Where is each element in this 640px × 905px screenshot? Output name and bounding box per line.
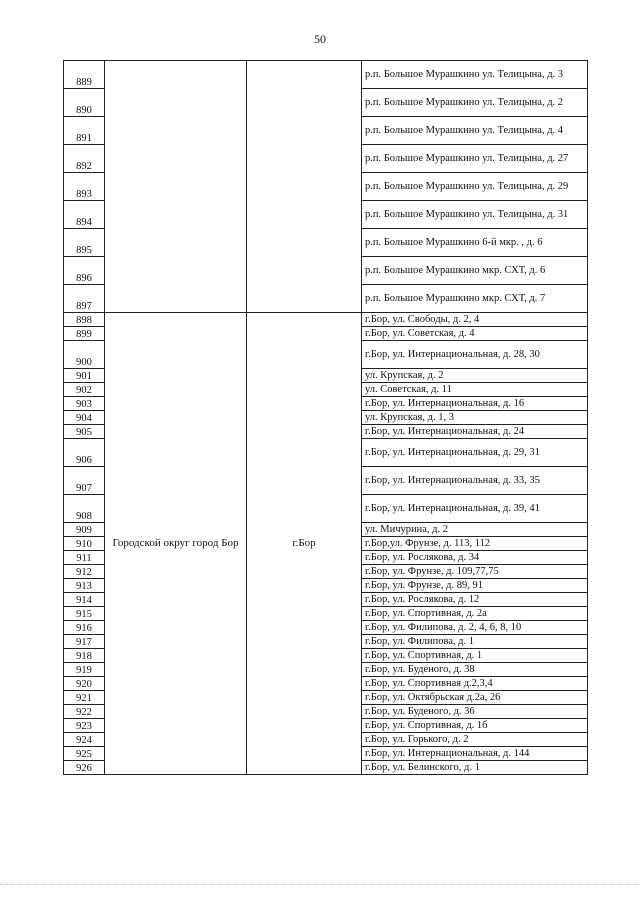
row-number: 922 [64,705,105,719]
address-cell: г.Бор, ул. Филипова, д. 1 [362,635,588,649]
table-row [64,313,588,327]
address-cell: ул. Мичурина, д. 2 [362,523,588,537]
address-cell: г.Бор, ул. Свободы, д. 2, 4 [362,313,588,327]
address-cell: г.Бор, ул. Интернациональная, д. 24 [362,425,588,439]
row-number: 917 [64,635,105,649]
row-number: 900 [64,341,105,369]
row-number: 909 [64,523,105,537]
row-number: 893 [64,173,105,201]
row-number: 891 [64,117,105,145]
address-cell: г.Бор,ул. Фрунзе, д. 113, 112 [362,537,588,551]
row-number: 916 [64,621,105,635]
address-cell: р.п. Большое Мурашкино ул. Телицына, д. 3 [362,61,588,89]
address-cell: ул. Крупская, д. 1, 3 [362,411,588,425]
table-row [64,61,588,89]
address-cell: г.Бор, ул. Филипова, д. 2, 4, 6, 8, 10 [362,621,588,635]
row-number: 906 [64,439,105,467]
address-cell: ул. Крупская, д. 2 [362,369,588,383]
row-number: 896 [64,257,105,285]
address-cell: р.п. Большое Мурашкино ул. Телицына, д. 27 [362,145,588,173]
row-number: 897 [64,285,105,313]
address-cell: г.Бор, ул. Буденого, д. 38 [362,663,588,677]
address-cell: р.п. Большое Мурашкино ул. Телицына, д. 2 [362,89,588,117]
row-number: 892 [64,145,105,173]
row-number: 898 [64,313,105,327]
address-cell: р.п. Большое Мурашкино ул. Телицына, д. 31 [362,201,588,229]
row-number: 926 [64,761,105,775]
address-cell: р.п. Большое Мурашкино ул. Телицына, д. 29 [362,173,588,201]
row-number: 902 [64,383,105,397]
row-number: 923 [64,719,105,733]
row-number: 911 [64,551,105,565]
address-cell: г.Бор, ул. Интернациональная, д. 28, 30 [362,341,588,369]
row-number: 901 [64,369,105,383]
address-cell: г.Бор, ул. Советская, д. 4 [362,327,588,341]
address-table-body [64,61,588,775]
row-number: 920 [64,677,105,691]
address-cell: ул. Советская, д. 11 [362,383,588,397]
row-number: 904 [64,411,105,425]
address-cell: р.п. Большое Мурашкино 6-й мкр. , д. 6 [362,229,588,257]
address-cell: г.Бор, ул. Спортивная, д. 1 [362,649,588,663]
settlement-name: г.Бор [247,313,362,775]
address-cell: г.Бор, ул. Фрунзе, д. 89, 91 [362,579,588,593]
row-number: 907 [64,467,105,495]
address-cell: г.Бор, ул. Фрунзе, д. 109,77,75 [362,565,588,579]
row-number: 903 [64,397,105,411]
municipality-cell-empty [105,61,247,313]
row-number: 894 [64,201,105,229]
address-cell: р.п. Большое Мурашкино мкр. СХТ, д. 7 [362,285,588,313]
row-number: 899 [64,327,105,341]
row-number: 889 [64,61,105,89]
address-cell: р.п. Большое Мурашкино ул. Телицына, д. 4 [362,117,588,145]
address-cell: г.Бор, ул. Интернациональная, д. 144 [362,747,588,761]
address-cell: г.Бор, ул. Спортивная, д. 1б [362,719,588,733]
address-table [63,60,588,775]
page-edge-line [0,884,640,885]
address-cell: г.Бор, ул. Интернациональная, д. 16 [362,397,588,411]
address-cell: г.Бор, ул. Интернациональная, д. 39, 41 [362,495,588,523]
address-cell: г.Бор, ул. Спортивная, д. 2а [362,607,588,621]
row-number: 913 [64,579,105,593]
row-number: 908 [64,495,105,523]
row-number: 925 [64,747,105,761]
row-number: 924 [64,733,105,747]
address-cell: г.Бор, ул. Рослякова, д. 12 [362,593,588,607]
address-cell: г.Бор, ул. Горького, д. 2 [362,733,588,747]
row-number: 910 [64,537,105,551]
row-number: 919 [64,663,105,677]
address-cell: г.Бор, ул. Рослякова, д. 34 [362,551,588,565]
row-number: 905 [64,425,105,439]
address-cell: г.Бор, ул. Белинского, д. 1 [362,761,588,775]
row-number: 921 [64,691,105,705]
row-number: 912 [64,565,105,579]
municipality-name: Городской округ город Бор [105,313,247,775]
address-cell: г.Бор, ул. Буденого, д. 36 [362,705,588,719]
row-number: 915 [64,607,105,621]
address-cell: р.п. Большое Мурашкино мкр. СХТ, д. 6 [362,257,588,285]
address-cell: г.Бор, ул. Спортивная д.2,3,4 [362,677,588,691]
row-number: 895 [64,229,105,257]
page-number: 50 [314,32,326,46]
row-number: 918 [64,649,105,663]
address-cell: г.Бор, ул. Интернациональная, д. 29, 31 [362,439,588,467]
settlement-cell-empty [247,61,362,313]
row-number: 914 [64,593,105,607]
address-cell: г.Бор, ул. Интернациональная, д. 33, 35 [362,467,588,495]
address-cell: г.Бор, ул. Октябрьская д.2а, 26 [362,691,588,705]
row-number: 890 [64,89,105,117]
